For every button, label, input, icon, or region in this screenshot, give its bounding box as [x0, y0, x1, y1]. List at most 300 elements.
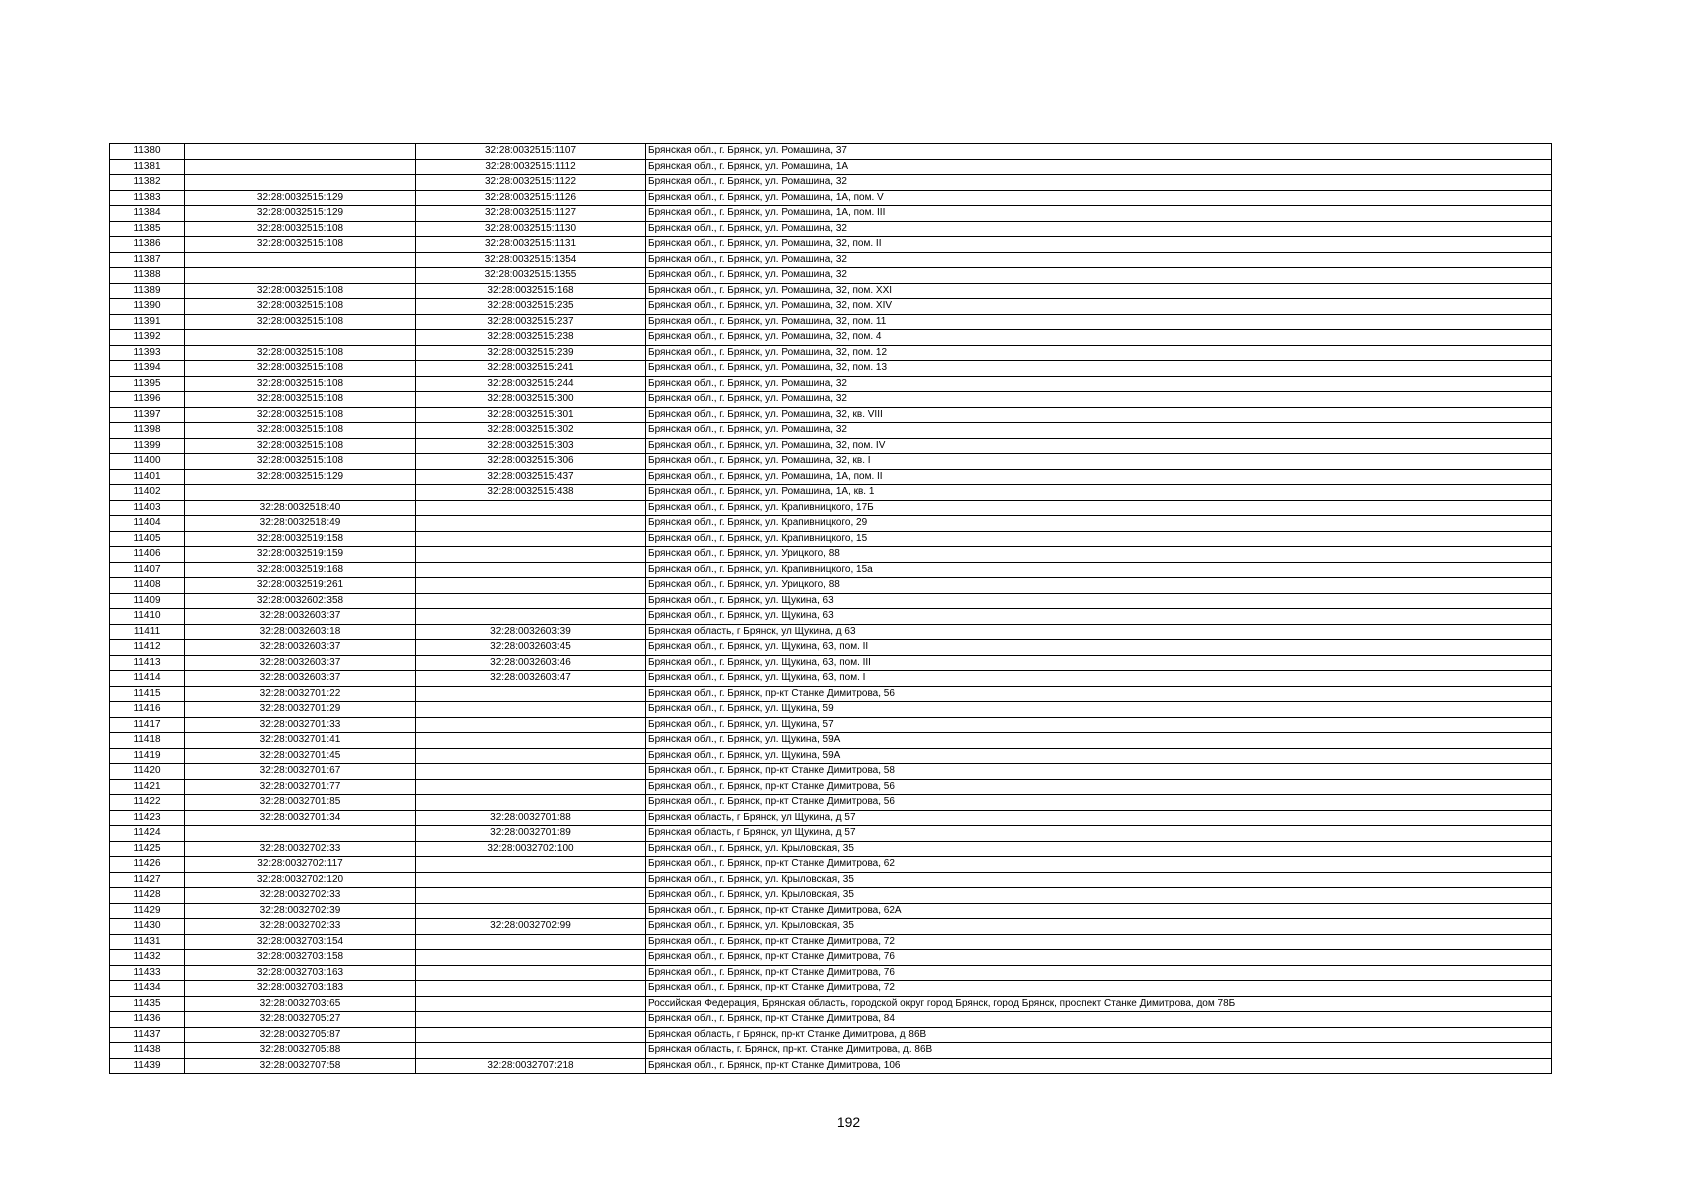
table-row: [110, 175, 1552, 191]
object-number-cell: 32:28:0032515:241: [416, 361, 646, 377]
row-number-cell: 11431: [110, 934, 185, 950]
object-number-cell: 32:28:0032515:1130: [416, 221, 646, 237]
object-number-cell: 32:28:0032515:437: [416, 469, 646, 485]
address-cell: Брянская обл., г. Брянск, ул. Ромашина, 32, пом. 4: [646, 330, 1552, 346]
object-number-cell: [416, 1012, 646, 1028]
row-number-cell: 11382: [110, 175, 185, 191]
object-number-cell: 32:28:0032515:1122: [416, 175, 646, 191]
table-row: [110, 423, 1552, 439]
parcel-number-cell: 32:28:0032703:65: [185, 996, 416, 1012]
address-cell: Брянская обл., г. Брянск, ул. Крапивницкого, 15а: [646, 562, 1552, 578]
object-number-cell: 32:28:0032702:100: [416, 841, 646, 857]
address-cell: Брянская обл., г. Брянск, ул. Щукина, 63: [646, 609, 1552, 625]
parcel-number-cell: 32:28:0032515:108: [185, 438, 416, 454]
object-number-cell: [416, 733, 646, 749]
row-number-cell: 11416: [110, 702, 185, 718]
row-number-cell: 11413: [110, 655, 185, 671]
row-number-cell: 11394: [110, 361, 185, 377]
table-row: [110, 934, 1552, 950]
row-number-cell: 11392: [110, 330, 185, 346]
object-number-cell: [416, 779, 646, 795]
table-row: [110, 965, 1552, 981]
address-cell: Брянская обл., г. Брянск, ул. Ромашина, 1А, пом. II: [646, 469, 1552, 485]
row-number-cell: 11439: [110, 1058, 185, 1074]
parcel-number-cell: 32:28:0032701:22: [185, 686, 416, 702]
table-row: [110, 919, 1552, 935]
row-number-cell: 11414: [110, 671, 185, 687]
parcel-number-cell: 32:28:0032519:158: [185, 531, 416, 547]
row-number-cell: 11380: [110, 144, 185, 160]
table-row: [110, 717, 1552, 733]
parcel-number-cell: [185, 268, 416, 284]
parcel-number-cell: 32:28:0032603:37: [185, 671, 416, 687]
object-number-cell: [416, 500, 646, 516]
row-number-cell: 11386: [110, 237, 185, 253]
object-number-cell: 32:28:0032515:1126: [416, 190, 646, 206]
address-cell: Брянская обл., г. Брянск, пр-кт Станке Димитрова, 62: [646, 857, 1552, 873]
row-number-cell: 11411: [110, 624, 185, 640]
row-number-cell: 11422: [110, 795, 185, 811]
address-cell: Брянская область, г. Брянск, пр-кт. Станке Димитрова, д. 86В: [646, 1043, 1552, 1059]
table-row: [110, 407, 1552, 423]
table-row: [110, 686, 1552, 702]
table-row: [110, 1027, 1552, 1043]
address-cell: Брянская обл., г. Брянск, ул. Щукина, 57: [646, 717, 1552, 733]
table-row: [110, 438, 1552, 454]
parcel-number-cell: [185, 159, 416, 175]
address-cell: Брянская обл., г. Брянск, ул. Ромашина, 32: [646, 221, 1552, 237]
object-number-cell: [416, 1043, 646, 1059]
table-row: [110, 314, 1552, 330]
parcel-number-cell: 32:28:0032515:108: [185, 454, 416, 470]
address-cell: Брянская обл., г. Брянск, ул. Щукина, 59: [646, 702, 1552, 718]
table-row: [110, 593, 1552, 609]
address-cell: Брянская обл., г. Брянск, ул. Ромашина, 32: [646, 175, 1552, 191]
parcel-number-cell: 32:28:0032519:261: [185, 578, 416, 594]
address-cell: Брянская обл., г. Брянск, пр-кт Станке Димитрова, 62А: [646, 903, 1552, 919]
table-row: [110, 857, 1552, 873]
table-row: [110, 624, 1552, 640]
parcel-number-cell: 32:28:0032701:77: [185, 779, 416, 795]
parcel-number-cell: 32:28:0032515:108: [185, 376, 416, 392]
address-cell: Брянская область, г Брянск, ул Щукина, д 63: [646, 624, 1552, 640]
parcel-number-cell: 32:28:0032705:27: [185, 1012, 416, 1028]
parcel-number-cell: 32:28:0032602:358: [185, 593, 416, 609]
row-number-cell: 11404: [110, 516, 185, 532]
row-number-cell: 11408: [110, 578, 185, 594]
parcel-number-cell: 32:28:0032603:37: [185, 640, 416, 656]
parcel-number-cell: 32:28:0032701:85: [185, 795, 416, 811]
parcel-number-cell: 32:28:0032519:168: [185, 562, 416, 578]
parcel-number-cell: 32:28:0032702:33: [185, 841, 416, 857]
address-cell: Брянская обл., г. Брянск, ул. Ромашина, 1А, кв. 1: [646, 485, 1552, 501]
table-row: [110, 190, 1552, 206]
object-number-cell: [416, 903, 646, 919]
object-number-cell: [416, 764, 646, 780]
parcel-number-cell: 32:28:0032702:39: [185, 903, 416, 919]
table-row: [110, 764, 1552, 780]
row-number-cell: 11400: [110, 454, 185, 470]
object-number-cell: [416, 717, 646, 733]
parcel-number-cell: 32:28:0032701:29: [185, 702, 416, 718]
row-number-cell: 11429: [110, 903, 185, 919]
parcel-number-cell: 32:28:0032515:108: [185, 345, 416, 361]
row-number-cell: 11402: [110, 485, 185, 501]
address-cell: Брянская обл., г. Брянск, ул. Щукина, 63, пом. I: [646, 671, 1552, 687]
table-row: [110, 361, 1552, 377]
address-cell: Брянская обл., г. Брянск, пр-кт Станке Димитрова, 72: [646, 934, 1552, 950]
object-number-cell: 32:28:0032515:306: [416, 454, 646, 470]
table-row: [110, 950, 1552, 966]
row-number-cell: 11390: [110, 299, 185, 315]
row-number-cell: 11430: [110, 919, 185, 935]
object-number-cell: 32:28:0032515:302: [416, 423, 646, 439]
parcel-number-cell: 32:28:0032702:120: [185, 872, 416, 888]
address-cell: Брянская обл., г. Брянск, ул. Ромашина, 32, кв. VIII: [646, 407, 1552, 423]
parcel-number-cell: 32:28:0032515:129: [185, 469, 416, 485]
page-number: 192: [836, 1114, 861, 1130]
address-cell: Брянская обл., г. Брянск, пр-кт Станке Димитрова, 76: [646, 950, 1552, 966]
parcel-number-cell: 32:28:0032701:41: [185, 733, 416, 749]
parcel-number-cell: 32:28:0032515:108: [185, 221, 416, 237]
parcel-number-cell: 32:28:0032515:108: [185, 392, 416, 408]
object-number-cell: [416, 965, 646, 981]
parcel-number-cell: [185, 485, 416, 501]
row-number-cell: 11406: [110, 547, 185, 563]
row-number-cell: 11433: [110, 965, 185, 981]
row-number-cell: 11410: [110, 609, 185, 625]
address-cell: Брянская обл., г. Брянск, пр-кт Станке Димитрова, 56: [646, 686, 1552, 702]
row-number-cell: 11399: [110, 438, 185, 454]
row-number-cell: 11383: [110, 190, 185, 206]
address-cell: Брянская обл., г. Брянск, ул. Щукина, 59А: [646, 733, 1552, 749]
table-row: [110, 206, 1552, 222]
address-cell: Брянская обл., г. Брянск, ул. Ромашина, 32, пом. XIV: [646, 299, 1552, 315]
parcel-number-cell: 32:28:0032603:37: [185, 655, 416, 671]
object-number-cell: 32:28:0032515:238: [416, 330, 646, 346]
parcel-number-cell: 32:28:0032701:67: [185, 764, 416, 780]
object-number-cell: [416, 593, 646, 609]
row-number-cell: 11428: [110, 888, 185, 904]
address-cell: Брянская обл., г. Брянск, ул. Ромашина, 32, пом. 11: [646, 314, 1552, 330]
object-number-cell: 32:28:0032603:47: [416, 671, 646, 687]
table-row: [110, 578, 1552, 594]
row-number-cell: 11396: [110, 392, 185, 408]
table-row: [110, 268, 1552, 284]
address-cell: Брянская обл., г. Брянск, пр-кт Станке Димитрова, 76: [646, 965, 1552, 981]
object-number-cell: [416, 516, 646, 532]
address-cell: Брянская обл., г. Брянск, ул. Ромашина, 32: [646, 423, 1552, 439]
table-row: [110, 469, 1552, 485]
row-number-cell: 11384: [110, 206, 185, 222]
parcel-number-cell: [185, 144, 416, 160]
row-number-cell: 11412: [110, 640, 185, 656]
row-number-cell: 11417: [110, 717, 185, 733]
table-row: [110, 144, 1552, 160]
parcel-number-cell: 32:28:0032707:58: [185, 1058, 416, 1074]
table-row: [110, 640, 1552, 656]
address-cell: Российская Федерация, Брянская область, городской округ город Брянск, город Брянск, проспект Станке Димитрова, дом 78Б: [646, 996, 1552, 1012]
address-cell: Брянская обл., г. Брянск, ул. Ромашина, 1А, пом. III: [646, 206, 1552, 222]
address-cell: Брянская область, г Брянск, пр-кт Станке Димитрова, д 86В: [646, 1027, 1552, 1043]
address-cell: Брянская обл., г. Брянск, ул. Ромашина, 1А: [646, 159, 1552, 175]
parcel-number-cell: 32:28:0032703:154: [185, 934, 416, 950]
row-number-cell: 11385: [110, 221, 185, 237]
address-cell: Брянская обл., г. Брянск, ул. Ромашина, 32, кв. I: [646, 454, 1552, 470]
row-number-cell: 11415: [110, 686, 185, 702]
object-number-cell: [416, 795, 646, 811]
object-number-cell: [416, 872, 646, 888]
table-row: [110, 237, 1552, 253]
address-cell: Брянская обл., г. Брянск, ул. Крыловская, 35: [646, 888, 1552, 904]
row-number-cell: 11421: [110, 779, 185, 795]
object-number-cell: 32:28:0032707:218: [416, 1058, 646, 1074]
address-cell: Брянская обл., г. Брянск, пр-кт Станке Димитрова, 72: [646, 981, 1552, 997]
parcel-number-cell: 32:28:0032515:108: [185, 314, 416, 330]
object-number-cell: 32:28:0032515:239: [416, 345, 646, 361]
table-row: [110, 981, 1552, 997]
table-row: [110, 562, 1552, 578]
object-number-cell: 32:28:0032515:237: [416, 314, 646, 330]
parcel-number-cell: 32:28:0032703:163: [185, 965, 416, 981]
address-cell: Брянская обл., г. Брянск, ул. Ромашина, 32, пом. II: [646, 237, 1552, 253]
object-number-cell: 32:28:0032701:88: [416, 810, 646, 826]
parcel-number-cell: [185, 175, 416, 191]
address-cell: Брянская обл., г. Брянск, ул. Щукина, 63, пом. II: [646, 640, 1552, 656]
parcel-number-cell: 32:28:0032701:33: [185, 717, 416, 733]
object-number-cell: 32:28:0032515:1107: [416, 144, 646, 160]
object-number-cell: [416, 686, 646, 702]
object-number-cell: 32:28:0032515:301: [416, 407, 646, 423]
row-number-cell: 11397: [110, 407, 185, 423]
table-row: [110, 299, 1552, 315]
address-cell: Брянская обл., г. Брянск, ул. Крыловская, 35: [646, 872, 1552, 888]
address-cell: Брянская обл., г. Брянск, ул. Ромашина, 32: [646, 252, 1552, 268]
table-row: [110, 283, 1552, 299]
object-number-cell: 32:28:0032515:1112: [416, 159, 646, 175]
row-number-cell: 11437: [110, 1027, 185, 1043]
address-cell: Брянская обл., г. Брянск, ул. Крапивницкого, 15: [646, 531, 1552, 547]
row-number-cell: 11432: [110, 950, 185, 966]
row-number-cell: 11438: [110, 1043, 185, 1059]
row-number-cell: 11403: [110, 500, 185, 516]
parcel-number-cell: 32:28:0032702:33: [185, 919, 416, 935]
row-number-cell: 11389: [110, 283, 185, 299]
parcel-number-cell: [185, 252, 416, 268]
table-row: [110, 531, 1552, 547]
address-cell: Брянская обл., г. Брянск, ул. Ромашина, 1А, пом. V: [646, 190, 1552, 206]
row-number-cell: 11435: [110, 996, 185, 1012]
row-number-cell: 11426: [110, 857, 185, 873]
table-row: [110, 733, 1552, 749]
row-number-cell: 11436: [110, 1012, 185, 1028]
table-row: [110, 376, 1552, 392]
parcel-number-cell: 32:28:0032603:37: [185, 609, 416, 625]
object-number-cell: [416, 531, 646, 547]
table-row: [110, 795, 1552, 811]
address-cell: Брянская обл., г. Брянск, ул. Ромашина, 32, пом. 12: [646, 345, 1552, 361]
table-row: [110, 516, 1552, 532]
object-number-cell: [416, 981, 646, 997]
parcel-number-cell: 32:28:0032518:49: [185, 516, 416, 532]
parcel-number-cell: 32:28:0032515:108: [185, 237, 416, 253]
parcel-number-cell: 32:28:0032515:129: [185, 190, 416, 206]
parcel-number-cell: 32:28:0032705:88: [185, 1043, 416, 1059]
address-cell: Брянская обл., г. Брянск, ул. Крапивницкого, 29: [646, 516, 1552, 532]
parcel-number-cell: 32:28:0032515:108: [185, 361, 416, 377]
table-row: [110, 671, 1552, 687]
object-number-cell: 32:28:0032515:300: [416, 392, 646, 408]
address-cell: Брянская обл., г. Брянск, ул. Ромашина, 32, пом. IV: [646, 438, 1552, 454]
address-cell: Брянская обл., г. Брянск, ул. Крыловская, 35: [646, 919, 1552, 935]
row-number-cell: 11423: [110, 810, 185, 826]
object-number-cell: 32:28:0032515:438: [416, 485, 646, 501]
table-row: [110, 485, 1552, 501]
address-cell: Брянская обл., г. Брянск, ул. Урицкого, 88: [646, 547, 1552, 563]
address-cell: Брянская обл., г. Брянск, ул. Крыловская, 35: [646, 841, 1552, 857]
table-row: [110, 841, 1552, 857]
table-row: [110, 392, 1552, 408]
table-row: [110, 903, 1552, 919]
table-row: [110, 1012, 1552, 1028]
row-number-cell: 11387: [110, 252, 185, 268]
address-cell: Брянская обл., г. Брянск, ул. Ромашина, 32, пом. XXI: [646, 283, 1552, 299]
parcel-number-cell: 32:28:0032701:34: [185, 810, 416, 826]
address-cell: Брянская обл., г. Брянск, ул. Щукина, 59А: [646, 748, 1552, 764]
row-number-cell: 11427: [110, 872, 185, 888]
table-row: [110, 547, 1552, 563]
object-number-cell: [416, 748, 646, 764]
parcel-number-cell: 32:28:0032518:40: [185, 500, 416, 516]
table-row: [110, 330, 1552, 346]
parcel-number-cell: 32:28:0032603:18: [185, 624, 416, 640]
table-row: [110, 826, 1552, 842]
object-number-cell: [416, 578, 646, 594]
object-number-cell: 32:28:0032701:89: [416, 826, 646, 842]
row-number-cell: 11420: [110, 764, 185, 780]
row-number-cell: 11424: [110, 826, 185, 842]
table-row: [110, 345, 1552, 361]
table-row: [110, 500, 1552, 516]
address-cell: Брянская обл., г. Брянск, ул. Ромашина, 32: [646, 392, 1552, 408]
table-row: [110, 872, 1552, 888]
row-number-cell: 11393: [110, 345, 185, 361]
row-number-cell: 11405: [110, 531, 185, 547]
table-row: [110, 702, 1552, 718]
object-number-cell: 32:28:0032515:1354: [416, 252, 646, 268]
address-cell: Брянская обл., г. Брянск, ул. Урицкого, 88: [646, 578, 1552, 594]
address-cell: Брянская обл., г. Брянск, пр-кт Станке Димитрова, 58: [646, 764, 1552, 780]
object-number-cell: [416, 1027, 646, 1043]
table-row: [110, 779, 1552, 795]
row-number-cell: 11391: [110, 314, 185, 330]
object-number-cell: [416, 562, 646, 578]
table-row: [110, 221, 1552, 237]
table-row: [110, 454, 1552, 470]
object-number-cell: [416, 996, 646, 1012]
object-number-cell: 32:28:0032515:1131: [416, 237, 646, 253]
object-number-cell: 32:28:0032515:168: [416, 283, 646, 299]
row-number-cell: 11409: [110, 593, 185, 609]
row-number-cell: 11381: [110, 159, 185, 175]
table-row: [110, 252, 1552, 268]
address-cell: Брянская обл., г. Брянск, ул. Щукина, 63: [646, 593, 1552, 609]
row-number-cell: 11395: [110, 376, 185, 392]
row-number-cell: 11419: [110, 748, 185, 764]
object-number-cell: 32:28:0032603:45: [416, 640, 646, 656]
object-number-cell: 32:28:0032603:46: [416, 655, 646, 671]
row-number-cell: 11407: [110, 562, 185, 578]
table-row: [110, 888, 1552, 904]
object-number-cell: 32:28:0032515:303: [416, 438, 646, 454]
parcel-number-cell: 32:28:0032702:117: [185, 857, 416, 873]
parcel-number-cell: 32:28:0032515:108: [185, 299, 416, 315]
table-row: [110, 1043, 1552, 1059]
parcel-number-cell: 32:28:0032703:183: [185, 981, 416, 997]
parcel-number-cell: 32:28:0032705:87: [185, 1027, 416, 1043]
row-number-cell: 11434: [110, 981, 185, 997]
registry-table-body: [110, 144, 1552, 1074]
object-number-cell: 32:28:0032702:99: [416, 919, 646, 935]
object-number-cell: [416, 950, 646, 966]
table-row: [110, 996, 1552, 1012]
object-number-cell: [416, 702, 646, 718]
address-cell: Брянская обл., г. Брянск, пр-кт Станке Димитрова, 106: [646, 1058, 1552, 1074]
object-number-cell: 32:28:0032515:235: [416, 299, 646, 315]
address-cell: Брянская область, г Брянск, ул Щукина, д 57: [646, 810, 1552, 826]
address-cell: Брянская обл., г. Брянск, ул. Ромашина, 37: [646, 144, 1552, 160]
table-row: [110, 1058, 1552, 1074]
object-number-cell: 32:28:0032515:1355: [416, 268, 646, 284]
parcel-number-cell: 32:28:0032702:33: [185, 888, 416, 904]
table-row: [110, 159, 1552, 175]
object-number-cell: 32:28:0032515:1127: [416, 206, 646, 222]
parcel-number-cell: 32:28:0032515:129: [185, 206, 416, 222]
registry-table: [109, 143, 1552, 1074]
parcel-number-cell: [185, 330, 416, 346]
address-cell: Брянская обл., г. Брянск, ул. Щукина, 63, пом. III: [646, 655, 1552, 671]
address-cell: Брянская обл., г. Брянск, ул. Ромашина, 32, пом. 13: [646, 361, 1552, 377]
table-row: [110, 810, 1552, 826]
parcel-number-cell: 32:28:0032519:159: [185, 547, 416, 563]
object-number-cell: [416, 547, 646, 563]
parcel-number-cell: 32:28:0032701:45: [185, 748, 416, 764]
parcel-number-cell: [185, 826, 416, 842]
row-number-cell: 11398: [110, 423, 185, 439]
row-number-cell: 11401: [110, 469, 185, 485]
address-cell: Брянская обл., г. Брянск, пр-кт Станке Димитрова, 56: [646, 795, 1552, 811]
object-number-cell: [416, 857, 646, 873]
parcel-number-cell: 32:28:0032515:108: [185, 283, 416, 299]
address-cell: Брянская обл., г. Брянск, пр-кт Станке Димитрова, 56: [646, 779, 1552, 795]
address-cell: Брянская обл., г. Брянск, ул. Крапивницкого, 17Б: [646, 500, 1552, 516]
parcel-number-cell: 32:28:0032515:108: [185, 407, 416, 423]
table-row: [110, 748, 1552, 764]
object-number-cell: 32:28:0032515:244: [416, 376, 646, 392]
row-number-cell: 11418: [110, 733, 185, 749]
parcel-number-cell: 32:28:0032515:108: [185, 423, 416, 439]
parcel-number-cell: 32:28:0032703:158: [185, 950, 416, 966]
object-number-cell: [416, 609, 646, 625]
address-cell: Брянская обл., г. Брянск, ул. Ромашина, 32: [646, 376, 1552, 392]
address-cell: Брянская обл., г. Брянск, пр-кт Станке Димитрова, 84: [646, 1012, 1552, 1028]
address-cell: Брянская область, г Брянск, ул Щукина, д 57: [646, 826, 1552, 842]
table-row: [110, 609, 1552, 625]
table-row: [110, 655, 1552, 671]
row-number-cell: 11388: [110, 268, 185, 284]
object-number-cell: 32:28:0032603:39: [416, 624, 646, 640]
object-number-cell: [416, 934, 646, 950]
